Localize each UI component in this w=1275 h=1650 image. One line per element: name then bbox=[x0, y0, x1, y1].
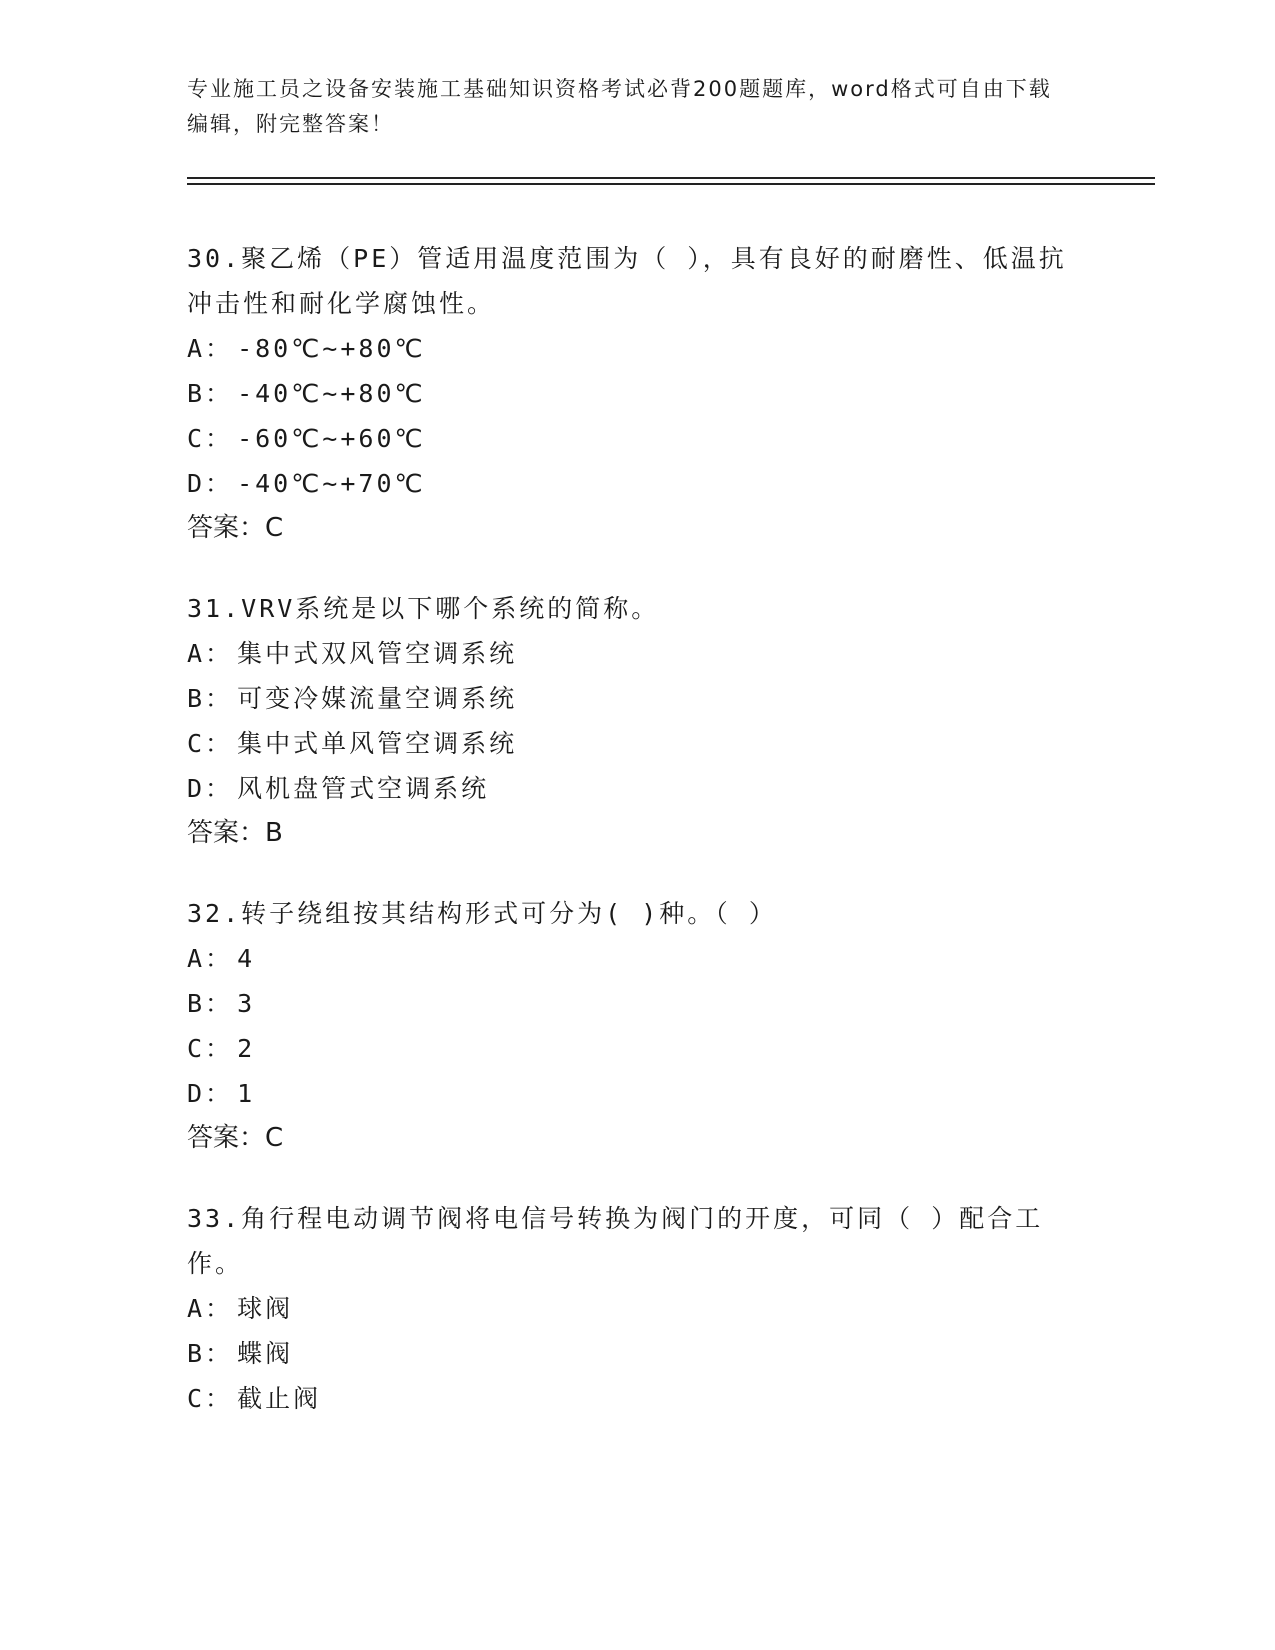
option-d bbox=[187, 766, 1087, 811]
option-c bbox=[187, 416, 1087, 461]
option-b bbox=[187, 371, 1087, 416]
question-33 bbox=[187, 1196, 1087, 1421]
option-key: A： bbox=[187, 334, 234, 363]
question-text: 30.聚乙烯（PE）管适用温度范围为（ ），具有良好的耐磨性、低温抗冲击性和耐化学腐蚀性。 bbox=[187, 244, 1067, 318]
question-32 bbox=[187, 891, 1087, 1161]
question-text: 32.转子绕组按其结构形式可分为( )种。（ ） bbox=[187, 899, 777, 928]
option-text: 集中式双风管空调系统 bbox=[237, 639, 518, 668]
answer-line: 答案：B bbox=[187, 818, 283, 848]
option-a bbox=[187, 326, 1087, 371]
option-text: -40℃~+80℃ bbox=[237, 379, 426, 408]
question-list bbox=[187, 236, 1087, 1456]
option-key: D： bbox=[187, 1079, 234, 1108]
option-key: B： bbox=[187, 379, 234, 408]
header-divider-bottom bbox=[187, 183, 1155, 185]
option-c bbox=[187, 721, 1087, 766]
option-d bbox=[187, 461, 1087, 506]
option-text: 2 bbox=[237, 1034, 256, 1063]
option-text: 可变冷媒流量空调系统 bbox=[237, 684, 518, 713]
option-key: C： bbox=[187, 1034, 234, 1063]
option-key: A： bbox=[187, 944, 234, 973]
option-key: C： bbox=[187, 1384, 234, 1413]
option-key: C： bbox=[187, 729, 234, 758]
option-a bbox=[187, 936, 1087, 981]
option-text: 集中式单风管空调系统 bbox=[237, 729, 518, 758]
option-key: D： bbox=[187, 469, 234, 498]
option-b bbox=[187, 981, 1087, 1026]
option-d bbox=[187, 1071, 1087, 1116]
option-a bbox=[187, 631, 1087, 676]
option-a bbox=[187, 1286, 1087, 1331]
option-key: D： bbox=[187, 774, 234, 803]
option-text: -80℃~+80℃ bbox=[237, 334, 426, 363]
question-31 bbox=[187, 586, 1087, 856]
option-c bbox=[187, 1376, 1087, 1421]
answer-line: 答案：C bbox=[187, 513, 284, 543]
option-text: 蝶阀 bbox=[237, 1339, 294, 1368]
question-30 bbox=[187, 236, 1087, 551]
option-text: -60℃~+60℃ bbox=[237, 424, 426, 453]
option-text: 1 bbox=[237, 1079, 256, 1108]
option-text: -40℃~+70℃ bbox=[237, 469, 426, 498]
header-title: 专业施工员之设备安装施工基础知识资格考试必背200题题库，word格式可自由下载编辑，附完整答案！ bbox=[187, 77, 1052, 136]
option-key: B： bbox=[187, 989, 234, 1018]
option-text: 4 bbox=[237, 944, 256, 973]
option-key: B： bbox=[187, 1339, 234, 1368]
option-c bbox=[187, 1026, 1087, 1071]
option-b bbox=[187, 1331, 1087, 1376]
option-key: A： bbox=[187, 1294, 234, 1323]
option-text: 风机盘管式空调系统 bbox=[237, 774, 490, 803]
answer-line: 答案：C bbox=[187, 1123, 284, 1153]
option-text: 截止阀 bbox=[237, 1384, 322, 1413]
question-text: 33.角行程电动调节阀将电信号转换为阀门的开度，可同（ ）配合工作。 bbox=[187, 1204, 1044, 1278]
document-header bbox=[187, 72, 1067, 142]
option-key: A： bbox=[187, 639, 234, 668]
option-text: 3 bbox=[237, 989, 256, 1018]
option-b bbox=[187, 676, 1087, 721]
option-text: 球阀 bbox=[237, 1294, 294, 1323]
header-divider-top bbox=[187, 177, 1155, 179]
option-key: B： bbox=[187, 684, 234, 713]
question-text: 31.VRV系统是以下哪个系统的简称。 bbox=[187, 594, 660, 623]
option-key: C： bbox=[187, 424, 234, 453]
